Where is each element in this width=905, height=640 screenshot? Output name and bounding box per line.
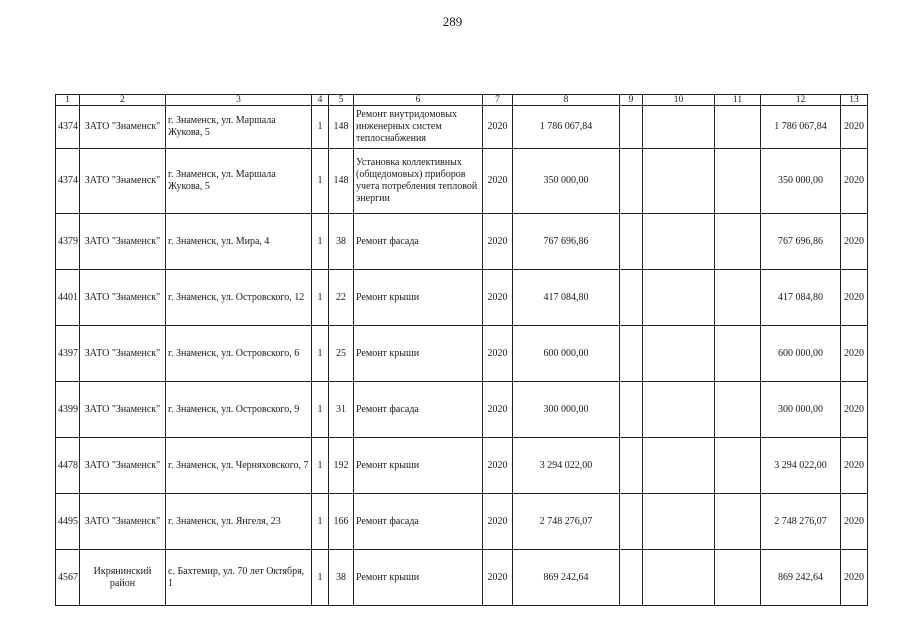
col9-cell (620, 550, 643, 606)
col5-cell: 148 (329, 106, 354, 149)
col5-cell: 22 (329, 270, 354, 326)
object-id-cell: 4478 (56, 438, 80, 494)
year-cell: 2020 (483, 382, 513, 438)
total-cost-cell: 350 000,00 (513, 149, 620, 214)
work-type-cell: Ремонт фасада (354, 214, 483, 270)
col12-cost-cell: 2 748 276,07 (761, 494, 841, 550)
col11-cell (715, 438, 761, 494)
municipality-cell: ЗАТО "Знаменск" (80, 106, 166, 149)
col10-cell (643, 214, 715, 270)
col13-year-cell: 2020 (841, 382, 868, 438)
col11-cell (715, 382, 761, 438)
col10-cell (643, 106, 715, 149)
total-cost-cell: 869 242,64 (513, 550, 620, 606)
work-type-cell: Ремонт крыши (354, 438, 483, 494)
municipality-cell: ЗАТО "Знаменск" (80, 494, 166, 550)
col12-cost-cell: 869 242,64 (761, 550, 841, 606)
col12-cost-cell: 300 000,00 (761, 382, 841, 438)
col13-year-cell: 2020 (841, 438, 868, 494)
object-id-cell: 4495 (56, 494, 80, 550)
col4-cell: 1 (312, 326, 329, 382)
col13-year-cell: 2020 (841, 106, 868, 149)
col9-cell (620, 494, 643, 550)
municipality-cell: ЗАТО "Знаменск" (80, 214, 166, 270)
work-type-cell: Ремонт крыши (354, 326, 483, 382)
address-cell: г. Знаменск, ул. Островского, 9 (166, 382, 312, 438)
table-row (56, 214, 868, 270)
col10-cell (643, 326, 715, 382)
header-cell: 13 (841, 95, 868, 106)
header-cell: 1 (56, 95, 80, 106)
col11-cell (715, 494, 761, 550)
col9-cell (620, 106, 643, 149)
col13-year-cell: 2020 (841, 494, 868, 550)
col4-cell: 1 (312, 438, 329, 494)
col9-cell (620, 270, 643, 326)
col5-cell: 166 (329, 494, 354, 550)
municipality-cell: ЗАТО "Знаменск" (80, 270, 166, 326)
work-type-cell: Ремонт фасада (354, 382, 483, 438)
header-cell: 10 (643, 95, 715, 106)
col10-cell (643, 550, 715, 606)
year-cell: 2020 (483, 270, 513, 326)
col11-cell (715, 214, 761, 270)
col12-cost-cell: 417 084,80 (761, 270, 841, 326)
header-cell: 8 (513, 95, 620, 106)
header-cell: 9 (620, 95, 643, 106)
col5-cell: 31 (329, 382, 354, 438)
header-cell: 4 (312, 95, 329, 106)
total-cost-cell: 1 786 067,84 (513, 106, 620, 149)
col5-cell: 192 (329, 438, 354, 494)
header-row (56, 95, 868, 106)
col9-cell (620, 382, 643, 438)
table-row (56, 270, 868, 326)
table-row (56, 494, 868, 550)
total-cost-cell: 767 696,86 (513, 214, 620, 270)
col13-year-cell: 2020 (841, 214, 868, 270)
total-cost-cell: 600 000,00 (513, 326, 620, 382)
col4-cell: 1 (312, 106, 329, 149)
municipality-cell: ЗАТО "Знаменск" (80, 149, 166, 214)
col5-cell: 25 (329, 326, 354, 382)
col9-cell (620, 214, 643, 270)
col12-cost-cell: 1 786 067,84 (761, 106, 841, 149)
col5-cell: 38 (329, 214, 354, 270)
header-cell: 5 (329, 95, 354, 106)
table-row (56, 438, 868, 494)
header-cell: 2 (80, 95, 166, 106)
col13-year-cell: 2020 (841, 149, 868, 214)
col4-cell: 1 (312, 270, 329, 326)
col11-cell (715, 270, 761, 326)
municipality-cell: ЗАТО "Знаменск" (80, 438, 166, 494)
col10-cell (643, 494, 715, 550)
work-type-cell: Ремонт фасада (354, 494, 483, 550)
header-cell: 12 (761, 95, 841, 106)
col9-cell (620, 149, 643, 214)
object-id-cell: 4379 (56, 214, 80, 270)
municipality-cell: ЗАТО "Знаменск" (80, 382, 166, 438)
work-type-cell: Установка коллективных (общедомовых) приборов учета потребления тепловой энергии (354, 149, 483, 214)
col4-cell: 1 (312, 494, 329, 550)
table-row (56, 149, 868, 214)
col13-year-cell: 2020 (841, 326, 868, 382)
col12-cost-cell: 600 000,00 (761, 326, 841, 382)
header-cell: 11 (715, 95, 761, 106)
col11-cell (715, 149, 761, 214)
year-cell: 2020 (483, 326, 513, 382)
col11-cell (715, 106, 761, 149)
col10-cell (643, 438, 715, 494)
col10-cell (643, 149, 715, 214)
col11-cell (715, 550, 761, 606)
address-cell: г. Знаменск, ул. Маршала Жукова, 5 (166, 149, 312, 214)
address-cell: г. Знаменск, ул. Маршала Жукова, 5 (166, 106, 312, 149)
col12-cost-cell: 767 696,86 (761, 214, 841, 270)
col4-cell: 1 (312, 214, 329, 270)
total-cost-cell: 417 084,80 (513, 270, 620, 326)
col13-year-cell: 2020 (841, 270, 868, 326)
year-cell: 2020 (483, 106, 513, 149)
total-cost-cell: 3 294 022,00 (513, 438, 620, 494)
object-id-cell: 4397 (56, 326, 80, 382)
object-id-cell: 4401 (56, 270, 80, 326)
address-cell: г. Знаменск, ул. Мира, 4 (166, 214, 312, 270)
year-cell: 2020 (483, 494, 513, 550)
work-type-cell: Ремонт крыши (354, 270, 483, 326)
work-type-cell: Ремонт внутридомовых инженерных систем теплоснабжения (354, 106, 483, 149)
col12-cost-cell: 350 000,00 (761, 149, 841, 214)
year-cell: 2020 (483, 550, 513, 606)
col10-cell (643, 270, 715, 326)
address-cell: г. Знаменск, ул. Янгеля, 23 (166, 494, 312, 550)
address-cell: г. Знаменск, ул. Черняховского, 7 (166, 438, 312, 494)
total-cost-cell: 2 748 276,07 (513, 494, 620, 550)
col4-cell: 1 (312, 382, 329, 438)
header-cell: 3 (166, 95, 312, 106)
address-cell: с. Бахтемир, ул. 70 лет Октября, 1 (166, 550, 312, 606)
table-row (56, 550, 868, 606)
table-row (56, 106, 868, 149)
work-type-cell: Ремонт крыши (354, 550, 483, 606)
object-id-cell: 4567 (56, 550, 80, 606)
col9-cell (620, 326, 643, 382)
year-cell: 2020 (483, 214, 513, 270)
col9-cell (620, 438, 643, 494)
table-row (56, 382, 868, 438)
col4-cell: 1 (312, 550, 329, 606)
total-cost-cell: 300 000,00 (513, 382, 620, 438)
col5-cell: 148 (329, 149, 354, 214)
object-id-cell: 4374 (56, 106, 80, 149)
col11-cell (715, 326, 761, 382)
object-id-cell: 4374 (56, 149, 80, 214)
municipality-cell: Икрянинский район (80, 550, 166, 606)
year-cell: 2020 (483, 438, 513, 494)
col4-cell: 1 (312, 149, 329, 214)
header-cell: 6 (354, 95, 483, 106)
municipality-cell: ЗАТО "Знаменск" (80, 326, 166, 382)
col5-cell: 38 (329, 550, 354, 606)
col12-cost-cell: 3 294 022,00 (761, 438, 841, 494)
page-number: 289 (442, 14, 463, 29)
address-cell: г. Знаменск, ул. Островского, 12 (166, 270, 312, 326)
col13-year-cell: 2020 (841, 550, 868, 606)
object-id-cell: 4399 (56, 382, 80, 438)
year-cell: 2020 (483, 149, 513, 214)
table-row (56, 326, 868, 382)
col10-cell (643, 382, 715, 438)
address-cell: г. Знаменск, ул. Островского, 6 (166, 326, 312, 382)
register-table (55, 94, 868, 606)
header-cell: 7 (483, 95, 513, 106)
